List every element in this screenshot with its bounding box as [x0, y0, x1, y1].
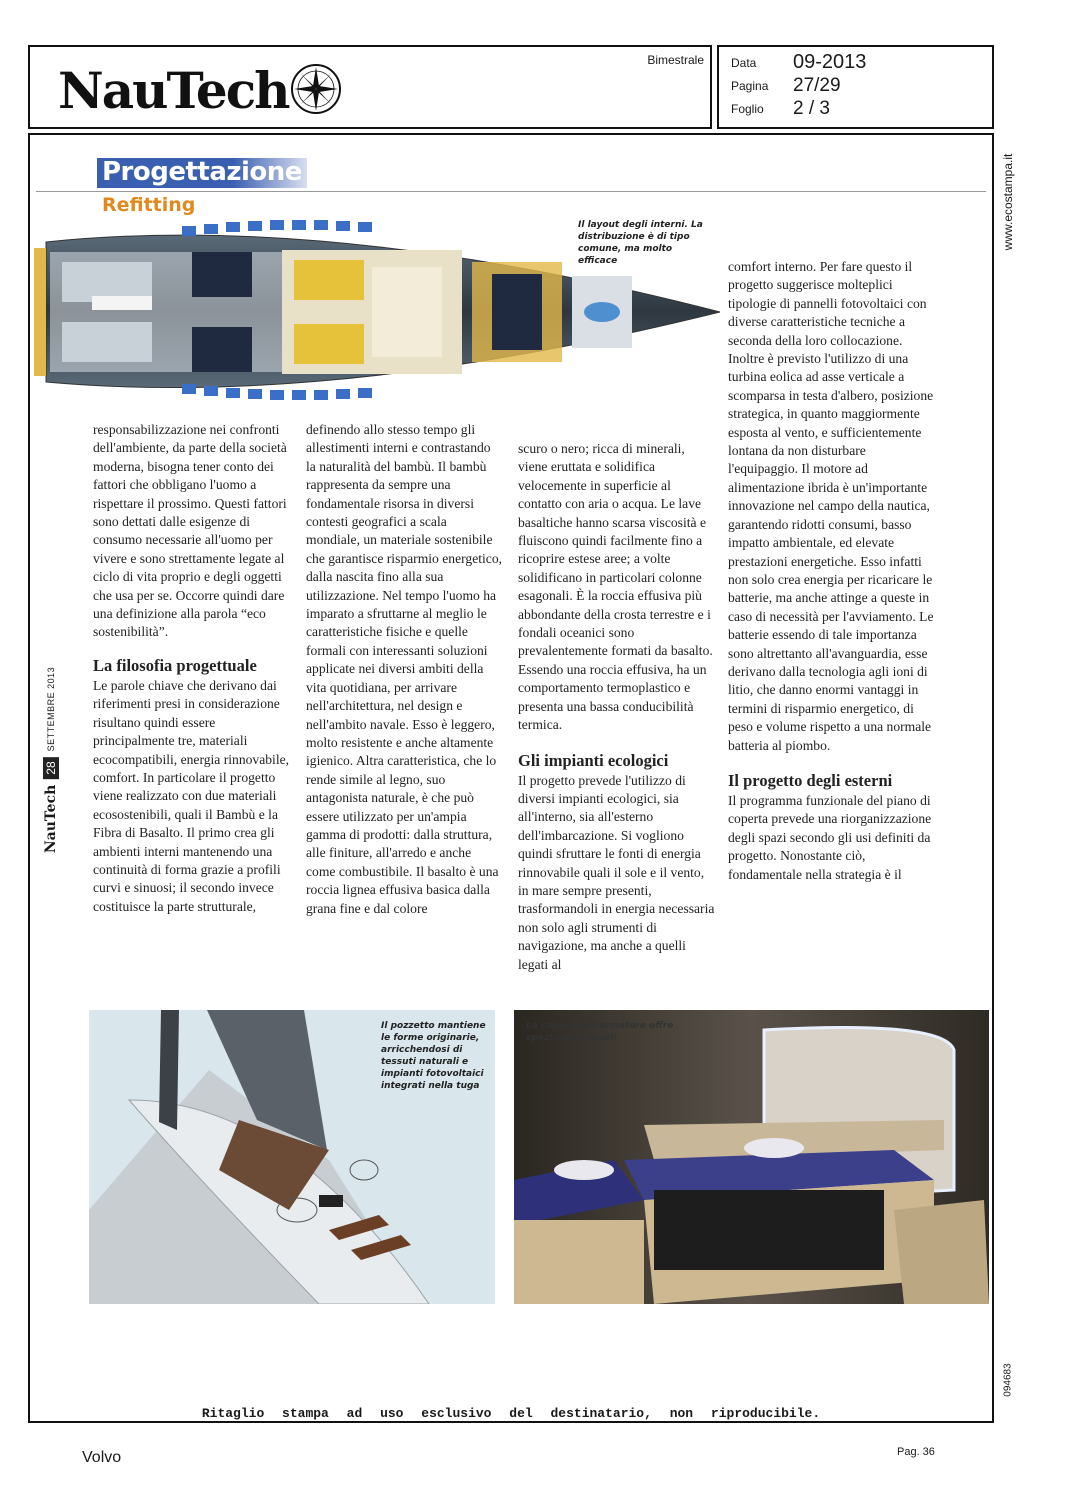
- section-subtitle: Refitting: [102, 194, 196, 216]
- article-column-4: [728, 258, 938, 884]
- frequency-label: Bimestrale: [647, 53, 704, 67]
- compass-rose-icon: [288, 61, 344, 117]
- meta-label: Foglio: [731, 102, 764, 116]
- header-meta-box: [717, 45, 994, 129]
- meta-label: Pagina: [731, 79, 769, 93]
- meta-value: 09-2013: [793, 51, 867, 73]
- meta-value: 27/29: [793, 75, 841, 96]
- magazine-logo: NauTech: [58, 61, 289, 120]
- heading-impianti: Gli impianti ecologici: [518, 750, 669, 770]
- disclaimer: Ritaglio stampa ad uso esclusivo del destinatario, non riproducibile.: [201, 1406, 821, 1421]
- article-column-2: [306, 421, 502, 918]
- meta-row-sheet: [731, 98, 830, 120]
- side-code: [996, 1350, 1020, 1410]
- side-code-text: 094683: [1002, 1363, 1014, 1397]
- article-column-1: [93, 421, 293, 916]
- paragraph: scuro o nero; ricca di minerali, viene eruttata e solidifica velocemente in superficie al contatto con aria o acqua. Le lave basaltiche hanno scarsa viscosità e fluiscono quindi facilmente fino a ricoprire estese aree; a volte solidificano in particolari colonne esagonali. È la roccia effusiva più abbondante della crosta terrestre e i fondali oceanici sono prevalentemente formati da basalto. Essendo una roccia effusiva, ha un comportamento termoplastico e presenta una bassa conducibilità termica.: [518, 441, 713, 733]
- cabin-image: [514, 1010, 989, 1304]
- cabin-caption: La cabina dell'armatore offre spazi confortevoli: [526, 1021, 674, 1043]
- layout-caption: Il layout degli interni. La distribuzione è di tipo comune, ma molto efficace: [578, 220, 703, 266]
- article-column-3: [518, 440, 716, 974]
- margin-folio: [36, 660, 66, 860]
- section-title: [97, 158, 307, 188]
- folio-date: SETTEMBRE 2013: [46, 666, 56, 752]
- cabin-render: [514, 1010, 989, 1304]
- heading-esterni: Il progetto degli esterni: [728, 770, 893, 790]
- heading-filosofia: La filosofia progettuale: [93, 655, 257, 675]
- meta-label: Data: [731, 55, 757, 70]
- meta-row-date: [731, 51, 866, 74]
- header-logo-box: [28, 45, 712, 129]
- paragraph: definendo allo stesso tempo gli allestimenti interni e contrastando la naturalità del bambù. Il bambù rappresenta da sempre una fondamentale risorsa in diversi contesti geografici a scala mondiale, un materiale sostenibile che garantisce risparmio energetico, dalla nascita fino alla sua utilizzazione. Nel tempo l'uomo ha imparato a sfruttarne al meglio le caratteristiche fisiche e quelle formali con interessanti soluzioni applicate nei diversi ambiti della vita quotidiana, per arrivare nell'architettura, nel design e nell'ambito navale. Esso è leggero, molto resistente e anche altamente igienico. Altra caratteristica, che lo rende simile al legno, suo antagonista naturale, è che può essere utilizzato per un'ampia gamma di prodotti: dalla struttura, alle finiture, all'arredo e anche come combustibile. Il basalto è una roccia lignea effusiva basica dalla grana fine e dal colore: [306, 422, 503, 916]
- folio-magazine: NauTech: [43, 784, 59, 854]
- paragraph: Le parole chiave che derivano dai riferimenti presi in considerazione risultano quindi essere principalmente tre, materiali ecocompatibili, energia rinnovabile, comfort. In particolare il progetto viene realizzato con due materiali ecosostenibili, quali il Bambù e la Fibra di Basalto. Il primo crea gli ambienti interni mantenendo una continuità di forma grazie a profili curvi e sinuosi; il secondo invece costituisce la parte strutturale,: [93, 677, 290, 914]
- paragraph: responsabilizzazione nei confronti dell'ambiente, da parte della società moderna, bisogna tener conto dei fattori che obbligano l'uomo a rispettare il prossimo. Questi fattori sono dettati dalle esigenze di consumo necessarie all'uomo per vivere e sono strettamente legate al ciclo di vita proprio e degli oggetti che usa per se. Occorre quindi dare una definizione alla parola “eco sostenibilità”.: [93, 422, 287, 640]
- paragraph: comfort interno. Per fare questo il progetto suggerisce molteplici tipologie di pannelli fotovoltaici con diverse caratteristiche tecniche a seconda della loro collocazione. Inoltre è previsto l'utilizzo di una turbina eolica ad asse verticale a scomparsa in testa d'albero, posizione strategica, in quanto maggiormente esposta al vento, e sufficientemente lontana da non disturbare l'equipaggio. Il motore ad alimentazione ibrida è un'importante innovazione nel campo della nautica, garantendo ridotti consumi, basso impatto ambientale, ed elevate prestazioni energetiche. Esso infatti non solo crea energia per ricaricare le batterie, ma anche attinge a queste in caso di necessità per l'avviamento. Le batterie essendo di tale importanza sono altrettanto all'avanguardia, esse derivano dalla tecnologia agli ioni di litio, che danno enormi vantaggi in termini di risparmio energetico, di peso e volume rispetto a una normale batteria al piombo.: [728, 259, 934, 753]
- meta-row-page: [731, 75, 841, 97]
- folio-page-number: 28: [43, 757, 59, 778]
- section-rule: [36, 191, 986, 192]
- side-url-text: www.ecostampa.it: [1001, 153, 1015, 251]
- paragraph: Il programma funzionale del piano di coperta prevede una riorganizzazione degli spazi secondo gli usi definiti da progetto. Nonostante ciò, fondamentale nella strategia è il: [728, 792, 932, 882]
- paragraph: Il progetto prevede l'utilizzo di diversi impianti ecologici, sia all'interno, sia all'esterno dell'imbarcazione. Si vogliono quindi sfruttare le fonti di energia rinnovabile quali il sole e il vento, in mare sempre presenti, trasformandoli in energia necessaria non solo agli strumenti di navigazione, ma anche a quelli legati al: [518, 772, 715, 972]
- section-title-text: Progettazione: [102, 157, 302, 187]
- meta-value: 2 / 3: [793, 98, 830, 119]
- client-name: Volvo: [82, 1449, 122, 1466]
- side-url: [996, 142, 1020, 262]
- cockpit-caption: Il pozzetto mantiene le forme originarie, arricchendosi di tessuti naturali e impianti fotovoltaici integrati nella tuga: [381, 1021, 486, 1091]
- page-number: Pag. 36: [897, 1446, 935, 1458]
